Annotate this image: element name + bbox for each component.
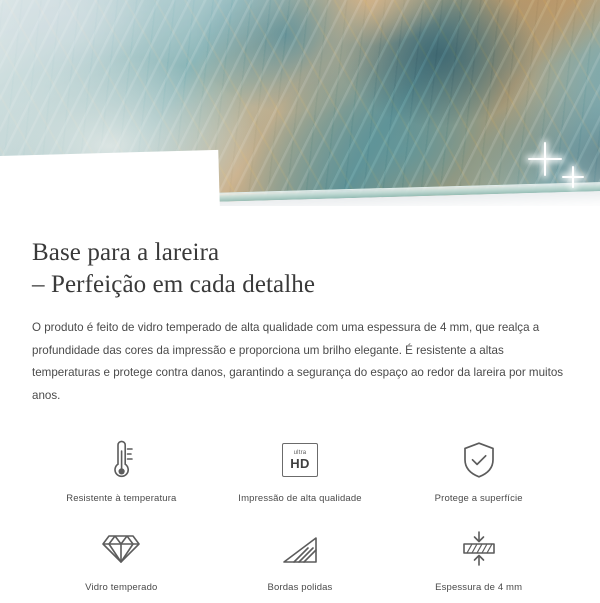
feature-label: Impressão de alta qualidade [238, 493, 362, 505]
feature-item-print-quality [211, 431, 390, 514]
feature-item-tempered-glass [32, 520, 211, 603]
hero-image [0, 0, 600, 215]
headline-line-2: – Perfeição em cada detalhe [32, 271, 316, 298]
feature-label: Vidro temperado [85, 582, 158, 594]
feature-label: Espessura de 4 mm [435, 582, 523, 594]
shield-check-icon [460, 437, 498, 483]
feature-label: Bordas polidas [267, 582, 333, 594]
page-title [32, 237, 568, 301]
feature-item-polished-edges [211, 520, 390, 603]
feature-item-temperature [32, 431, 211, 514]
hd-badge [282, 443, 318, 477]
thermometer-icon [104, 437, 138, 483]
hero-image-inner [0, 0, 600, 215]
diamond-icon [101, 526, 141, 572]
feature-item-surface-protection [389, 431, 568, 514]
headline-line-1: Base para a lareira [32, 239, 220, 266]
badge-bottom-text: HD [290, 456, 310, 472]
polished-edges-icon [280, 526, 320, 572]
hero-crop-bottom [0, 206, 600, 215]
content-area [0, 237, 600, 603]
feature-item-thickness [389, 520, 568, 603]
feature-label: Protege a superfície [434, 493, 523, 505]
badge-top-text: ultra [293, 450, 307, 457]
description-paragraph: O produto é feito de vidro temperado de alta qualidade com uma espessura de 4 mm, que realça a profundidade das cores da impressão e proporciona um brilho elegante. É resistente a altas temperaturas e protege contra danos, garantindo a segurança do espaço ao redor da lareira por muitos anos. [32, 321, 564, 402]
thickness-arrows-icon [458, 526, 500, 572]
ultra-hd-badge-icon [282, 437, 318, 483]
feature-label: Resistente à temperatura [66, 493, 177, 505]
feature-grid [32, 431, 568, 603]
